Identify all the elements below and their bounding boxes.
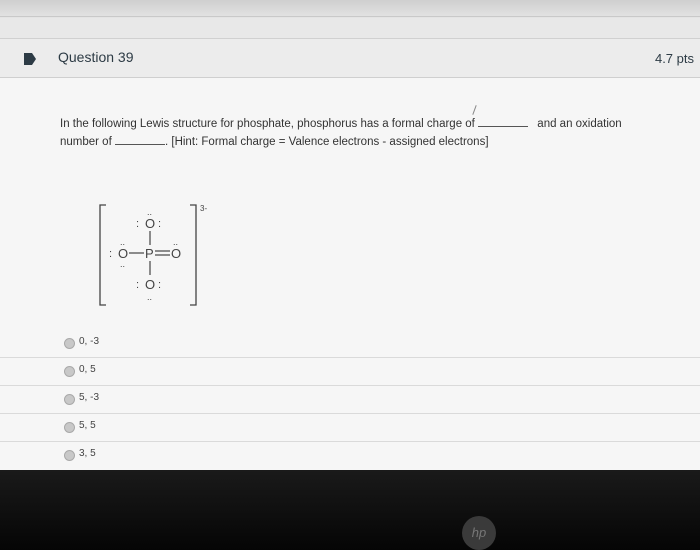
right-bracket: [190, 205, 196, 305]
answer-option[interactable]: [0, 441, 700, 469]
cursor-mark: [472, 105, 476, 115]
option-label: 3, 5: [79, 448, 96, 459]
question-text: [60, 115, 690, 151]
ion-charge: 3-: [200, 204, 208, 213]
radio-button[interactable]: [64, 450, 75, 461]
question-header: [0, 39, 700, 78]
radio-button[interactable]: [64, 338, 75, 349]
lone-pair: ..: [147, 292, 153, 302]
answer-option[interactable]: [0, 357, 700, 386]
lone-pair: :: [136, 218, 140, 230]
question-text-part: In the following Lewis structure for phosphate, phosphorus has a formal charge of: [60, 118, 475, 130]
central-phosphorus: P: [145, 246, 154, 261]
answer-option[interactable]: [0, 385, 700, 414]
laptop-bezel: [0, 470, 700, 550]
radio-button[interactable]: [64, 394, 75, 405]
option-label: 5, -3: [79, 392, 100, 403]
question-card: [0, 38, 700, 471]
divider: [0, 16, 700, 17]
left-oxygen: O: [118, 246, 129, 261]
lone-pair: :: [158, 218, 162, 230]
answer-option[interactable]: [0, 329, 700, 358]
question-title: Question 39: [58, 49, 134, 65]
question-marker-icon: [24, 53, 36, 65]
lewis-structure: [92, 201, 222, 311]
question-points: 4.7 pts: [654, 51, 694, 66]
hp-logo-icon: hp: [462, 516, 496, 550]
bottom-oxygen: O: [145, 277, 156, 292]
lone-pair: ..: [173, 237, 179, 247]
question-text-part: . [Hint: Formal charge = Valence electrons - assigned electrons]: [164, 136, 489, 148]
lone-pair: :: [136, 279, 140, 291]
answer-option[interactable]: [0, 413, 700, 442]
lone-pair: :: [109, 248, 113, 260]
question-text-part: and an oxidation: [537, 118, 622, 130]
blank-oxidation-number: [115, 134, 165, 145]
option-label: 0, -3: [79, 336, 100, 347]
lone-pair: ..: [120, 259, 126, 269]
left-bracket: [100, 205, 106, 305]
lone-pair: ..: [120, 237, 126, 247]
top-oxygen: O: [145, 216, 156, 231]
radio-button[interactable]: [64, 422, 75, 433]
option-label: 5, 5: [79, 420, 96, 431]
lone-pair: :: [158, 279, 162, 291]
right-oxygen: O: [171, 246, 182, 261]
lone-pair: ..: [147, 207, 153, 217]
question-text-part: number of: [60, 136, 112, 148]
radio-button[interactable]: [64, 366, 75, 377]
option-label: 0, 5: [79, 364, 96, 375]
blank-formal-charge: [478, 116, 528, 127]
